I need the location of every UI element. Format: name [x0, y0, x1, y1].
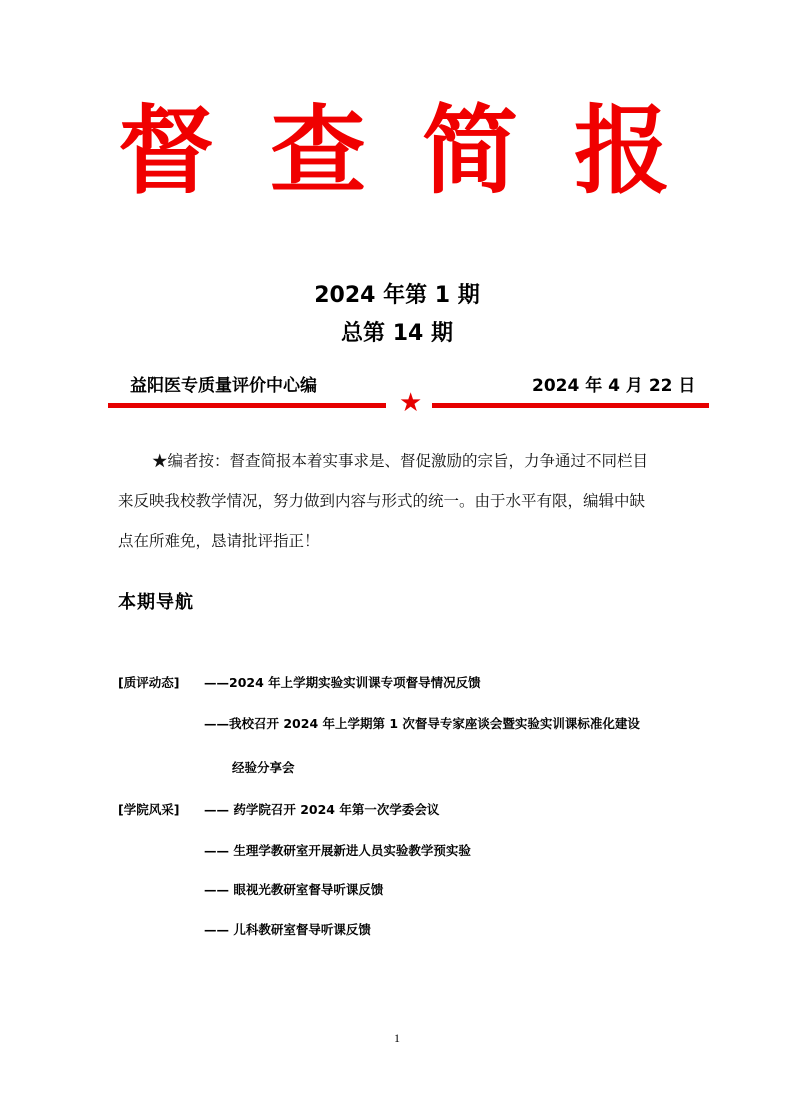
publication-date: 2024 年 4 月 22 日: [532, 376, 696, 396]
page-number: 1: [394, 1031, 400, 1045]
nav-item: —— 儿科教研室督导听课反馈: [204, 922, 371, 937]
red-rule-left: [108, 403, 386, 408]
editor-note: [118, 446, 678, 557]
navigation-heading: 本期导航: [118, 592, 194, 613]
masthead-title: [0, 96, 794, 216]
editor-note-line: 点在所难免，恳请批评指正！: [118, 532, 320, 550]
nav-item: ——2024 年上学期实验实训课专项督导情况反馈: [204, 675, 481, 690]
section-tag-college-highlights: [学院风采]: [118, 802, 180, 817]
section-tag-quality-news: [质评动态]: [118, 675, 180, 690]
cumulative-issue-number: 总第 14 期: [341, 321, 453, 346]
nav-item: —— 生理学教研室开展新进人员实验教学预实验: [204, 843, 471, 858]
red-rule-right: [432, 403, 709, 408]
nav-item: —— 药学院召开 2024 年第一次学委会议: [204, 802, 440, 817]
nav-item: —— 眼视光教研室督导听课反馈: [204, 882, 384, 897]
masthead-char-3: 简: [422, 95, 518, 207]
nav-item-continuation: 经验分享会: [232, 760, 295, 775]
masthead-char-4: 报: [574, 95, 670, 207]
masthead-char-2: 查: [270, 95, 366, 207]
star-icon: ★: [399, 388, 423, 418]
editor-note-line: ★编者按：督查简报本着实事求是、督促激励的宗旨，力争通过不同栏目: [152, 452, 649, 470]
editor-note-line: 来反映我校教学情况，努力做到内容与形式的统一。由于水平有限，编辑中缺: [118, 492, 646, 510]
nav-item: ——我校召开 2024 年上学期第 1 次督导专家座谈会暨实验实训课标准化建设: [204, 716, 640, 731]
masthead-char-1: 督: [118, 95, 214, 207]
issue-number: 2024 年第 1 期: [314, 283, 480, 308]
editorial-department: 益阳医专质量评价中心编: [130, 376, 317, 396]
